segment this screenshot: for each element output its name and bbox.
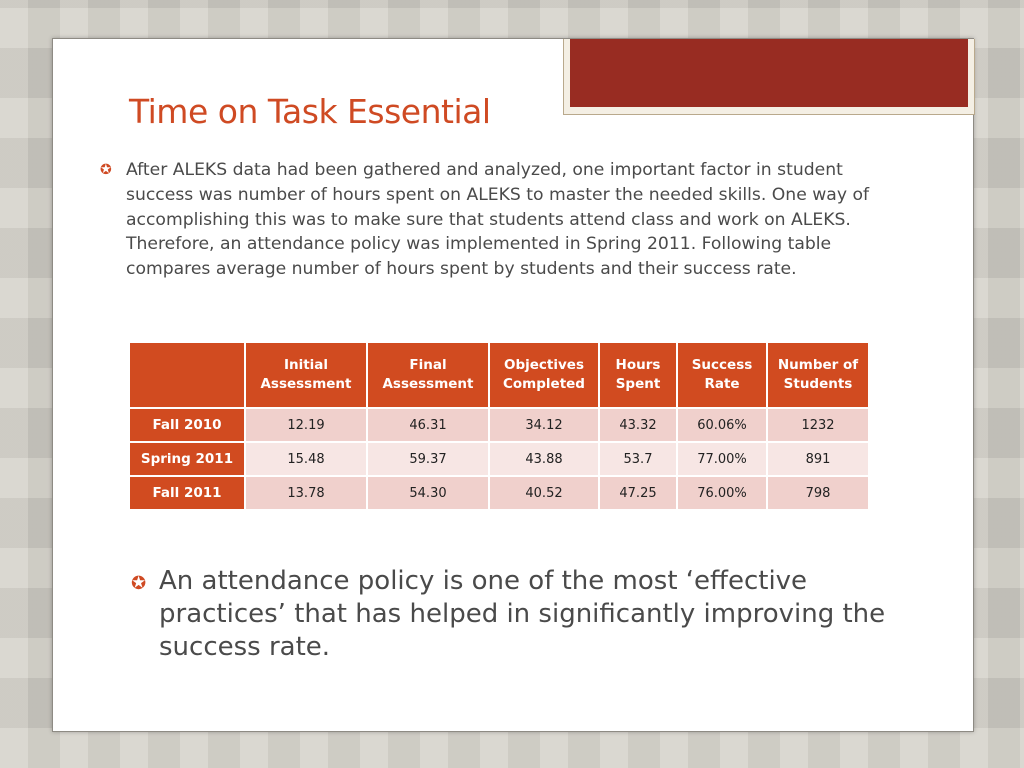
header-cell: Hours Spent [599, 342, 677, 408]
table-cell: 798 [767, 476, 869, 510]
table-cell: 77.00% [677, 442, 767, 476]
table-cell: 34.12 [489, 408, 599, 442]
slide-title: Time on Task Essential [129, 92, 491, 131]
header-cell: Objectives Completed [489, 342, 599, 408]
table-row [129, 408, 869, 442]
row-label: Fall 2011 [129, 476, 245, 510]
table-row [129, 476, 869, 510]
table-cell: 59.37 [367, 442, 489, 476]
results-table [128, 341, 870, 511]
header-cell: Initial Assessment [245, 342, 367, 408]
header-cell: Final Assessment [367, 342, 489, 408]
table-cell: 54.30 [367, 476, 489, 510]
table-cell: 12.19 [245, 408, 367, 442]
header-cell: Number of Students [767, 342, 869, 408]
body-paragraph-conclusion: An attendance policy is one of the most ‘effective practices’ that has helped in significantly improving the success rate. [159, 566, 886, 662]
table-cell: 40.52 [489, 476, 599, 510]
bullet-icon: ✪ [131, 573, 147, 594]
body-paragraph: After ALEKS data had been gathered and analyzed, one important factor in student success was number of hours spent on ALEKS to master the needed skills. One way of accomplishing this was to make sure that students attend class and work on ALEKS. Therefore, an attendance policy was implemented in Spring 2011. Following table compares average number of hours spent by students and their success rate. [126, 160, 870, 280]
header-cell [129, 342, 245, 408]
table-cell: 53.7 [599, 442, 677, 476]
table-cell: 43.88 [489, 442, 599, 476]
table-cell: 47.25 [599, 476, 677, 510]
bullet-icon: ✪ [100, 162, 112, 178]
table-header-row [129, 342, 869, 408]
table-cell: 1232 [767, 408, 869, 442]
table-cell: 76.00% [677, 476, 767, 510]
table-row [129, 442, 869, 476]
table-cell: 15.48 [245, 442, 367, 476]
header-cell: Success Rate [677, 342, 767, 408]
table-cell: 60.06% [677, 408, 767, 442]
table-cell: 43.32 [599, 408, 677, 442]
decorative-title-box [563, 39, 975, 115]
decorative-title-box-fill [570, 39, 968, 107]
table-cell: 891 [767, 442, 869, 476]
row-label: Spring 2011 [129, 442, 245, 476]
row-label: Fall 2010 [129, 408, 245, 442]
table-cell: 46.31 [367, 408, 489, 442]
table-cell: 13.78 [245, 476, 367, 510]
